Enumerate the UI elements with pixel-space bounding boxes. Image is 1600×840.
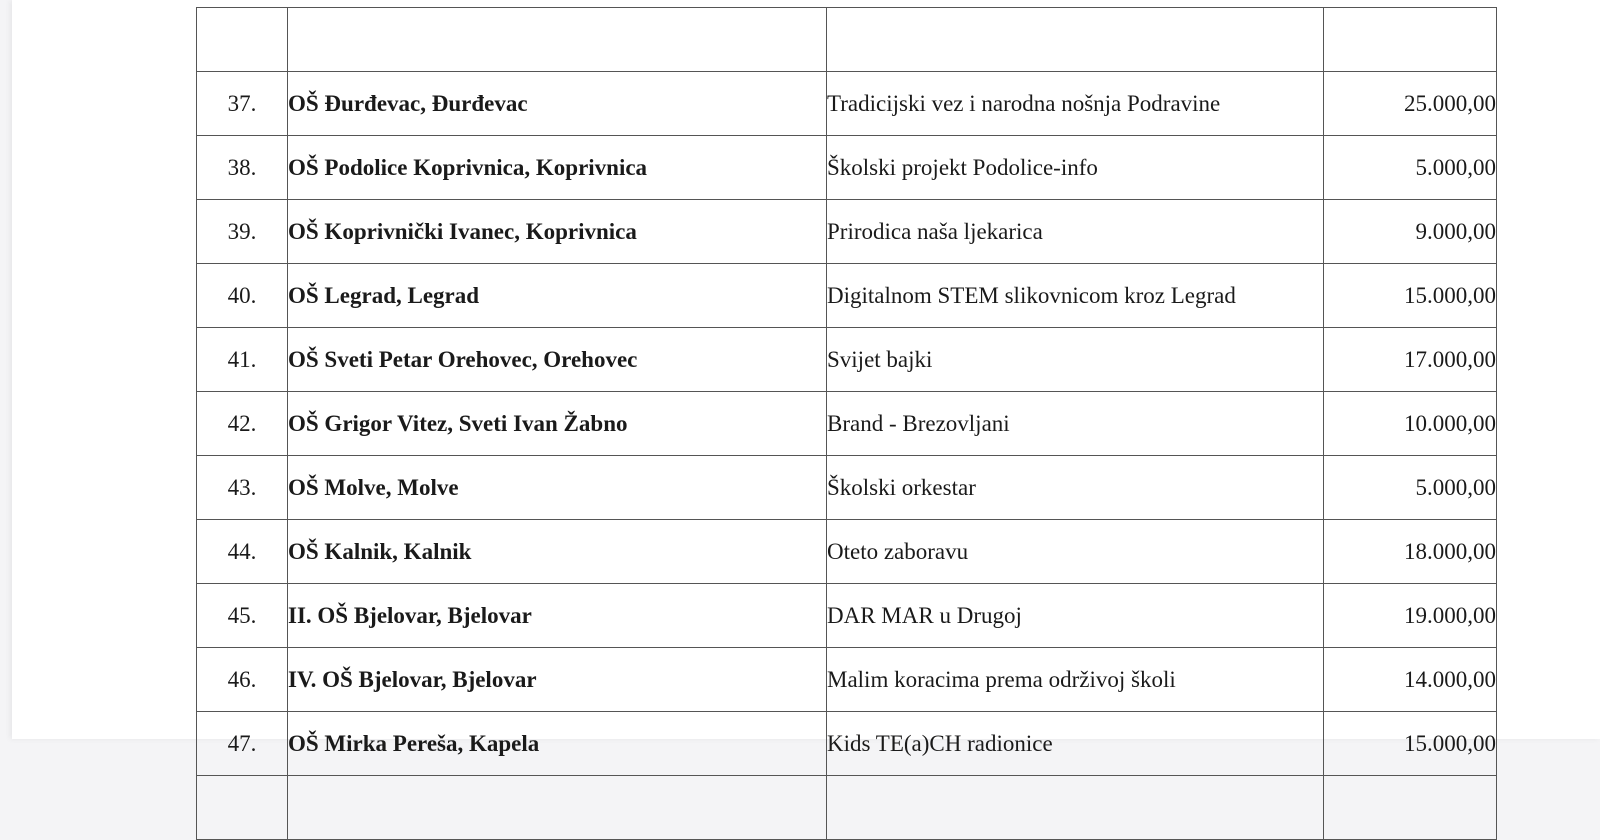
table-row	[197, 136, 1497, 200]
cell-num	[197, 8, 288, 72]
table-row-partial-bottom	[197, 776, 1497, 840]
project-name: Digitalnom STEM slikovnicom kroz Legrad	[827, 264, 1324, 328]
amount: 18.000,00	[1324, 520, 1497, 584]
table-row-partial-top	[197, 8, 1497, 72]
school-name: OŠ Mirka Pereša, Kapela	[288, 712, 827, 776]
table-row	[197, 648, 1497, 712]
table-row	[197, 584, 1497, 648]
project-name: Školski orkestar	[827, 456, 1324, 520]
document-page	[12, 0, 1600, 756]
row-number: 43.	[197, 456, 288, 520]
row-number: 46.	[197, 648, 288, 712]
row-number: 38.	[197, 136, 288, 200]
row-number: 39.	[197, 200, 288, 264]
table-row	[197, 328, 1497, 392]
cell-project	[827, 8, 1324, 72]
row-number: 41.	[197, 328, 288, 392]
amount: 19.000,00	[1324, 584, 1497, 648]
row-number: 40.	[197, 264, 288, 328]
row-number: 37.	[197, 72, 288, 136]
amount: 10.000,00	[1324, 392, 1497, 456]
project-name: Brand - Brezovljani	[827, 392, 1324, 456]
project-name: Svijet bajki	[827, 328, 1324, 392]
table-row	[197, 456, 1497, 520]
table-row	[197, 264, 1497, 328]
amount: 15.000,00	[1324, 264, 1497, 328]
school-name: OŠ Koprivnički Ivanec, Koprivnica	[288, 200, 827, 264]
table-row	[197, 392, 1497, 456]
project-name: Školski projekt Podolice-info	[827, 136, 1324, 200]
project-name: Oteto zaboravu	[827, 520, 1324, 584]
cell-amount	[1324, 8, 1497, 72]
cell-num	[197, 776, 288, 840]
table-row	[197, 72, 1497, 136]
project-name: DAR MAR u Drugoj	[827, 584, 1324, 648]
amount: 5.000,00	[1324, 136, 1497, 200]
amount: 9.000,00	[1324, 200, 1497, 264]
school-name: OŠ Kalnik, Kalnik	[288, 520, 827, 584]
amount: 5.000,00	[1324, 456, 1497, 520]
row-number: 42.	[197, 392, 288, 456]
school-name: II. OŠ Bjelovar, Bjelovar	[288, 584, 827, 648]
cell-school	[288, 8, 827, 72]
school-name: OŠ Grigor Vitez, Sveti Ivan Žabno	[288, 392, 827, 456]
school-name: OŠ Đurđevac, Đurđevac	[288, 72, 827, 136]
amount: 25.000,00	[1324, 72, 1497, 136]
project-name: Malim koracima prema održivoj školi	[827, 648, 1324, 712]
table-row	[197, 200, 1497, 264]
school-name: IV. OŠ Bjelovar, Bjelovar	[288, 648, 827, 712]
school-name: OŠ Molve, Molve	[288, 456, 827, 520]
cell-amount	[1324, 776, 1497, 840]
row-number: 47.	[197, 712, 288, 776]
grants-table	[196, 7, 1497, 840]
project-name: Kids TE(a)CH radionice	[827, 712, 1324, 776]
amount: 14.000,00	[1324, 648, 1497, 712]
project-name: Prirodica naša ljekarica	[827, 200, 1324, 264]
amount: 15.000,00	[1324, 712, 1497, 776]
table-row	[197, 520, 1497, 584]
cell-school	[288, 776, 827, 840]
project-name: Tradicijski vez i narodna nošnja Podravine	[827, 72, 1324, 136]
school-name: OŠ Legrad, Legrad	[288, 264, 827, 328]
row-number: 45.	[197, 584, 288, 648]
cell-project	[827, 776, 1324, 840]
school-name: OŠ Sveti Petar Orehovec, Orehovec	[288, 328, 827, 392]
row-number: 44.	[197, 520, 288, 584]
table-row	[197, 712, 1497, 776]
school-name: OŠ Podolice Koprivnica, Koprivnica	[288, 136, 827, 200]
amount: 17.000,00	[1324, 328, 1497, 392]
